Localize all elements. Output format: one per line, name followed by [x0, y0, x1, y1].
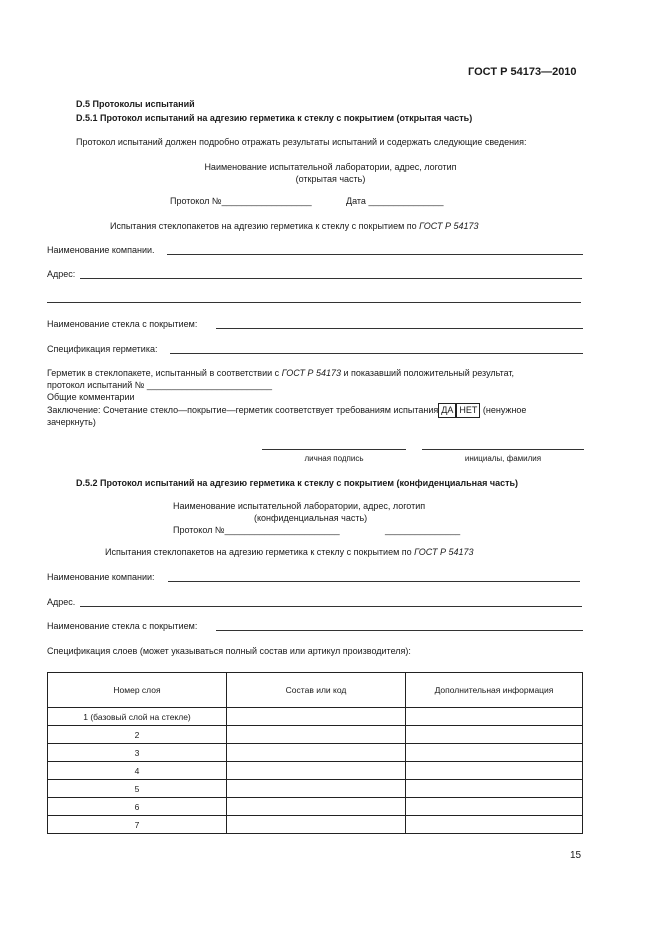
conclusion-note: (ненужное	[482, 405, 527, 415]
info-cell[interactable]	[406, 708, 583, 726]
table-row	[48, 744, 583, 762]
address-blank-line-2	[47, 302, 581, 303]
result-text-end: и показавший положительный результат,	[340, 368, 515, 378]
protocol-ref	[47, 379, 272, 391]
col-additional-info: Дополнительная информация	[406, 673, 583, 708]
protocol-ref-label: протокол испытаний №	[47, 380, 145, 390]
protocol-label-2: Протокол №	[173, 525, 225, 535]
layers-table	[47, 672, 583, 834]
address-label: Адрес:	[47, 269, 76, 279]
conclusion-text: Заключение: Сочетание стекло—покрытие—герметик соответствует требованиям испытания	[47, 405, 439, 415]
lab-name-line-2: Наименование испытательной лаборатории, адрес, логотип	[173, 501, 426, 511]
test-title-2	[105, 546, 473, 558]
subsection-title-confidential: D.5.2 Протокол испытаний на адгезию герметика к стеклу с покрытием (конфиденциальная часть)	[76, 478, 519, 488]
company-blank-line-2	[168, 581, 580, 582]
result-standard: ГОСТ Р 54173	[281, 368, 341, 378]
composition-cell[interactable]	[227, 816, 406, 834]
date-blank-2: _______________	[385, 525, 461, 535]
table-row	[48, 816, 583, 834]
company-label-2: Наименование компании:	[47, 572, 155, 582]
composition-cell[interactable]	[227, 762, 406, 780]
test-title-text-2: Испытания стеклопакетов на адгезию герметика к стеклу с покрытием по	[105, 547, 415, 557]
info-cell[interactable]	[406, 762, 583, 780]
glass-blank-line	[216, 328, 583, 329]
protocol-number-field	[170, 195, 312, 207]
initials-caption: инициалы, фамилия	[464, 454, 542, 463]
address-blank-line-3	[80, 606, 582, 607]
no-box[interactable]: НЕТ	[456, 403, 480, 418]
table-row	[48, 762, 583, 780]
glass-label-2: Наименование стекла с покрытием:	[47, 621, 198, 631]
initials-line	[422, 449, 584, 450]
info-cell[interactable]	[406, 726, 583, 744]
table-row	[48, 708, 583, 726]
yes-box[interactable]: ДА	[438, 403, 456, 418]
protocol-ref-blank: _________________________	[146, 380, 273, 390]
section-title: D.5 Протоколы испытаний	[76, 99, 195, 109]
composition-cell[interactable]	[227, 726, 406, 744]
composition-cell[interactable]	[227, 744, 406, 762]
test-title-text: Испытания стеклопакетов на адгезию герметика к стеклу с покрытием по	[110, 221, 420, 231]
info-cell[interactable]	[406, 744, 583, 762]
layer-number: 4	[48, 762, 227, 780]
table-row	[48, 726, 583, 744]
result-text: Герметик в стеклопакете, испытанный в соответствии с	[47, 368, 282, 378]
address-label-2: Адрес.	[47, 597, 76, 607]
subsection-title-open: D.5.1 Протокол испытаний на адгезию герметика к стеклу с покрытием (открытая часть)	[76, 113, 473, 123]
intro-text: Протокол испытаний должен подробно отражать результаты испытаний и содержать следующие сведения:	[76, 137, 527, 147]
signature-caption: личная подпись	[304, 454, 364, 463]
result-paragraph	[47, 367, 514, 379]
date-blank: _______________	[368, 196, 444, 206]
test-title-standard-2: ГОСТ Р 54173	[414, 547, 474, 557]
protocol-blank: __________________	[221, 196, 312, 206]
lab-open-part: (открытая часть)	[295, 174, 366, 184]
page-number: 15	[570, 850, 582, 861]
protocol-number-field-2	[173, 524, 340, 536]
glass-label: Наименование стекла с покрытием:	[47, 319, 198, 329]
layer-number: 5	[48, 780, 227, 798]
protocol-blank-2: _______________________	[224, 525, 340, 535]
layer-number: 7	[48, 816, 227, 834]
composition-cell[interactable]	[227, 798, 406, 816]
sealant-blank-line	[170, 353, 583, 354]
table-row	[48, 798, 583, 816]
test-title	[110, 220, 478, 232]
cross-out-note: зачеркнуть)	[47, 417, 96, 427]
composition-cell[interactable]	[227, 780, 406, 798]
conclusion-line	[47, 403, 526, 418]
composition-cell[interactable]	[227, 708, 406, 726]
sealant-label: Спецификация герметика:	[47, 344, 158, 354]
address-blank-line	[80, 278, 582, 279]
col-layer-number: Номер слоя	[48, 673, 227, 708]
layer-number: 6	[48, 798, 227, 816]
general-comments: Общие комментарии	[47, 392, 135, 402]
standard-number: ГОСТ Р 54173—2010	[468, 66, 577, 78]
company-blank-line	[167, 254, 583, 255]
lab-confidential-part: (конфиденциальная часть)	[254, 513, 368, 523]
layer-number: 2	[48, 726, 227, 744]
signature-line	[262, 449, 406, 450]
date-field	[346, 195, 444, 207]
glass-blank-line-2	[216, 630, 583, 631]
test-title-standard: ГОСТ Р 54173	[419, 221, 479, 231]
info-cell[interactable]	[406, 816, 583, 834]
info-cell[interactable]	[406, 780, 583, 798]
lab-name-line: Наименование испытательной лаборатории, адрес, логотип	[204, 162, 457, 172]
table-row	[48, 780, 583, 798]
layer-number: 3	[48, 744, 227, 762]
info-cell[interactable]	[406, 798, 583, 816]
company-label: Наименование компании.	[47, 245, 155, 255]
layers-spec: Спецификация слоев (может указываться полный состав или артикул производителя):	[47, 646, 411, 656]
col-composition: Состав или код	[227, 673, 406, 708]
layer-number: 1 (базовый слой на стекле)	[48, 708, 227, 726]
protocol-label: Протокол №	[170, 196, 222, 206]
date-label: Дата	[346, 196, 366, 206]
table-header-row	[48, 673, 583, 708]
